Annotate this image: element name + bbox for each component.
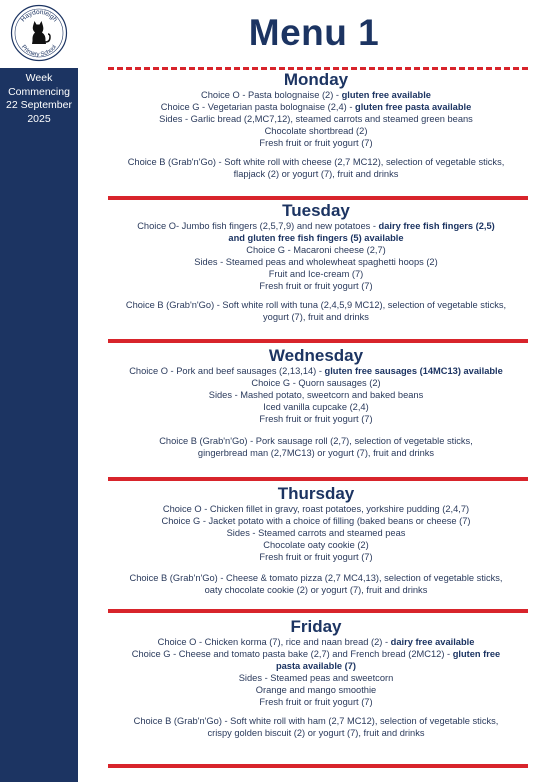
menu-line: Orange and mango smoothie xyxy=(255,685,377,695)
menu-line: Choice O- Jumbo fish fingers (2,5,7,9) and new potatoes - dairy free fish fingers (2,5) xyxy=(137,221,495,231)
menu-line: Sides - Steamed peas and wholewheat spaghetti hoops (2) xyxy=(194,257,438,267)
day-divider xyxy=(108,196,528,200)
menu-line: Choice O - Chicken korma (7), rice and naan bread (2) - dairy free available xyxy=(157,637,475,647)
sidebar xyxy=(0,0,78,782)
menu-line: Choice B (Grab'n'Go) - Pork sausage roll (2,7), selection of vegetable sticks, xyxy=(159,436,473,446)
school-logo xyxy=(10,4,68,62)
menu-line: crispy golden biscuit (2) or yogurt (7), fruit and drinks xyxy=(207,728,425,738)
menu-line: Choice B (Grab'n'Go) - Cheese & tomato pizza (2,7 MC4,13), selection of vegetable sticks, xyxy=(129,573,503,583)
menu-line: Choice G - Vegetarian pasta bolognaise (2,4) - gluten free pasta available xyxy=(160,102,472,112)
menu-line: Choice B (Grab'n'Go) - Soft white roll with tuna (2,4,5,9 MC12), selection of vegetable sticks, xyxy=(125,300,507,310)
day-thursday xyxy=(90,484,542,596)
menu-line: oaty chocolate cookie (2) or yogurt (7), fruit and drinks xyxy=(204,585,428,595)
menu-line: flapjack (2) or yogurt (7), fruit and drinks xyxy=(233,169,399,179)
menu-line: Choice O - Pasta bolognaise (2) - gluten free available xyxy=(201,90,431,100)
day-title: Friday xyxy=(290,617,342,636)
menu-line: and gluten free fish fingers (5) available xyxy=(228,233,404,243)
menu-line: Choice G - Cheese and tomato pasta bake (2,7) and French bread (2MC12) - gluten free xyxy=(131,649,501,659)
day-wednesday xyxy=(90,346,542,459)
day-divider xyxy=(108,477,528,481)
menu-line: Fruit and Ice-cream (7) xyxy=(268,269,364,279)
svg-text:Primary School: Primary School xyxy=(19,44,59,59)
menu-line: Fresh fruit or fruit yogurt (7) xyxy=(259,697,373,707)
day-title: Thursday xyxy=(277,484,355,503)
menu-line: Chocolate shortbread (2) xyxy=(264,126,368,136)
day-title: Wednesday xyxy=(268,346,364,365)
menu-line: Choice O - Pork and beef sausages (2,13,14) - gluten free sausages (14MC13) available xyxy=(129,366,503,376)
menu-line: Iced vanilla cupcake (2,4) xyxy=(263,402,369,412)
menu-line: Chocolate oaty cookie (2) xyxy=(263,540,369,550)
sidebar-band xyxy=(0,68,78,782)
menu-line: Sides - Mashed potato, sweetcorn and baked beans xyxy=(208,390,424,400)
menu-line: Fresh fruit or fruit yogurt (7) xyxy=(259,552,373,562)
menu-line: Sides - Steamed carrots and steamed peas xyxy=(226,528,406,538)
menu-line: Choice B (Grab'n'Go) - Soft white roll with cheese (2,7 MC12), selection of vegetable sticks, xyxy=(127,157,505,167)
menu-line: yogurt (7), fruit and drinks xyxy=(263,312,369,322)
menu-line: Fresh fruit or fruit yogurt (7) xyxy=(259,414,373,424)
day-divider xyxy=(108,339,528,343)
menu-line: Choice G - Quorn sausages (2) xyxy=(251,378,381,388)
menu-line: Fresh fruit or fruit yogurt (7) xyxy=(259,281,373,291)
svg-text:Haydonleigh: Haydonleigh xyxy=(19,8,59,24)
day-title: Tuesday xyxy=(282,201,350,220)
menu-line: pasta available (7) xyxy=(275,661,357,671)
menu-line: Choice O - Chicken fillet in gravy, roast potatoes, yorkshire pudding (2,4,7) xyxy=(162,504,470,514)
day-divider xyxy=(108,764,528,768)
menu-line: Sides - Steamed peas and sweetcorn xyxy=(238,673,394,683)
menu-line: Choice G - Macaroni cheese (2,7) xyxy=(246,245,386,255)
menu-line: gingerbread man (2,7MC13) or yogurt (7), fruit and drinks xyxy=(197,448,435,458)
page-title: Menu 1 xyxy=(248,12,380,53)
week-commencing: Week Commencing 22 September 2025 xyxy=(6,72,72,125)
day-tuesday xyxy=(90,201,542,323)
menu-line: Choice B (Grab'n'Go) - Soft white roll with ham (2,7 MC12), selection of vegetable sticks, xyxy=(133,716,499,726)
menu-line: Fresh fruit or fruit yogurt (7) xyxy=(259,138,373,148)
day-title: Monday xyxy=(283,70,349,89)
menu-line: Choice G - Jacket potato with a choice of filling (baked beans or cheese (7) xyxy=(161,516,471,526)
day-friday xyxy=(90,617,542,739)
menu-line: Sides - Garlic bread (2,MC7,12), steamed carrots and steamed green beans xyxy=(159,114,473,124)
day-divider xyxy=(108,609,528,613)
day-monday xyxy=(90,70,542,180)
